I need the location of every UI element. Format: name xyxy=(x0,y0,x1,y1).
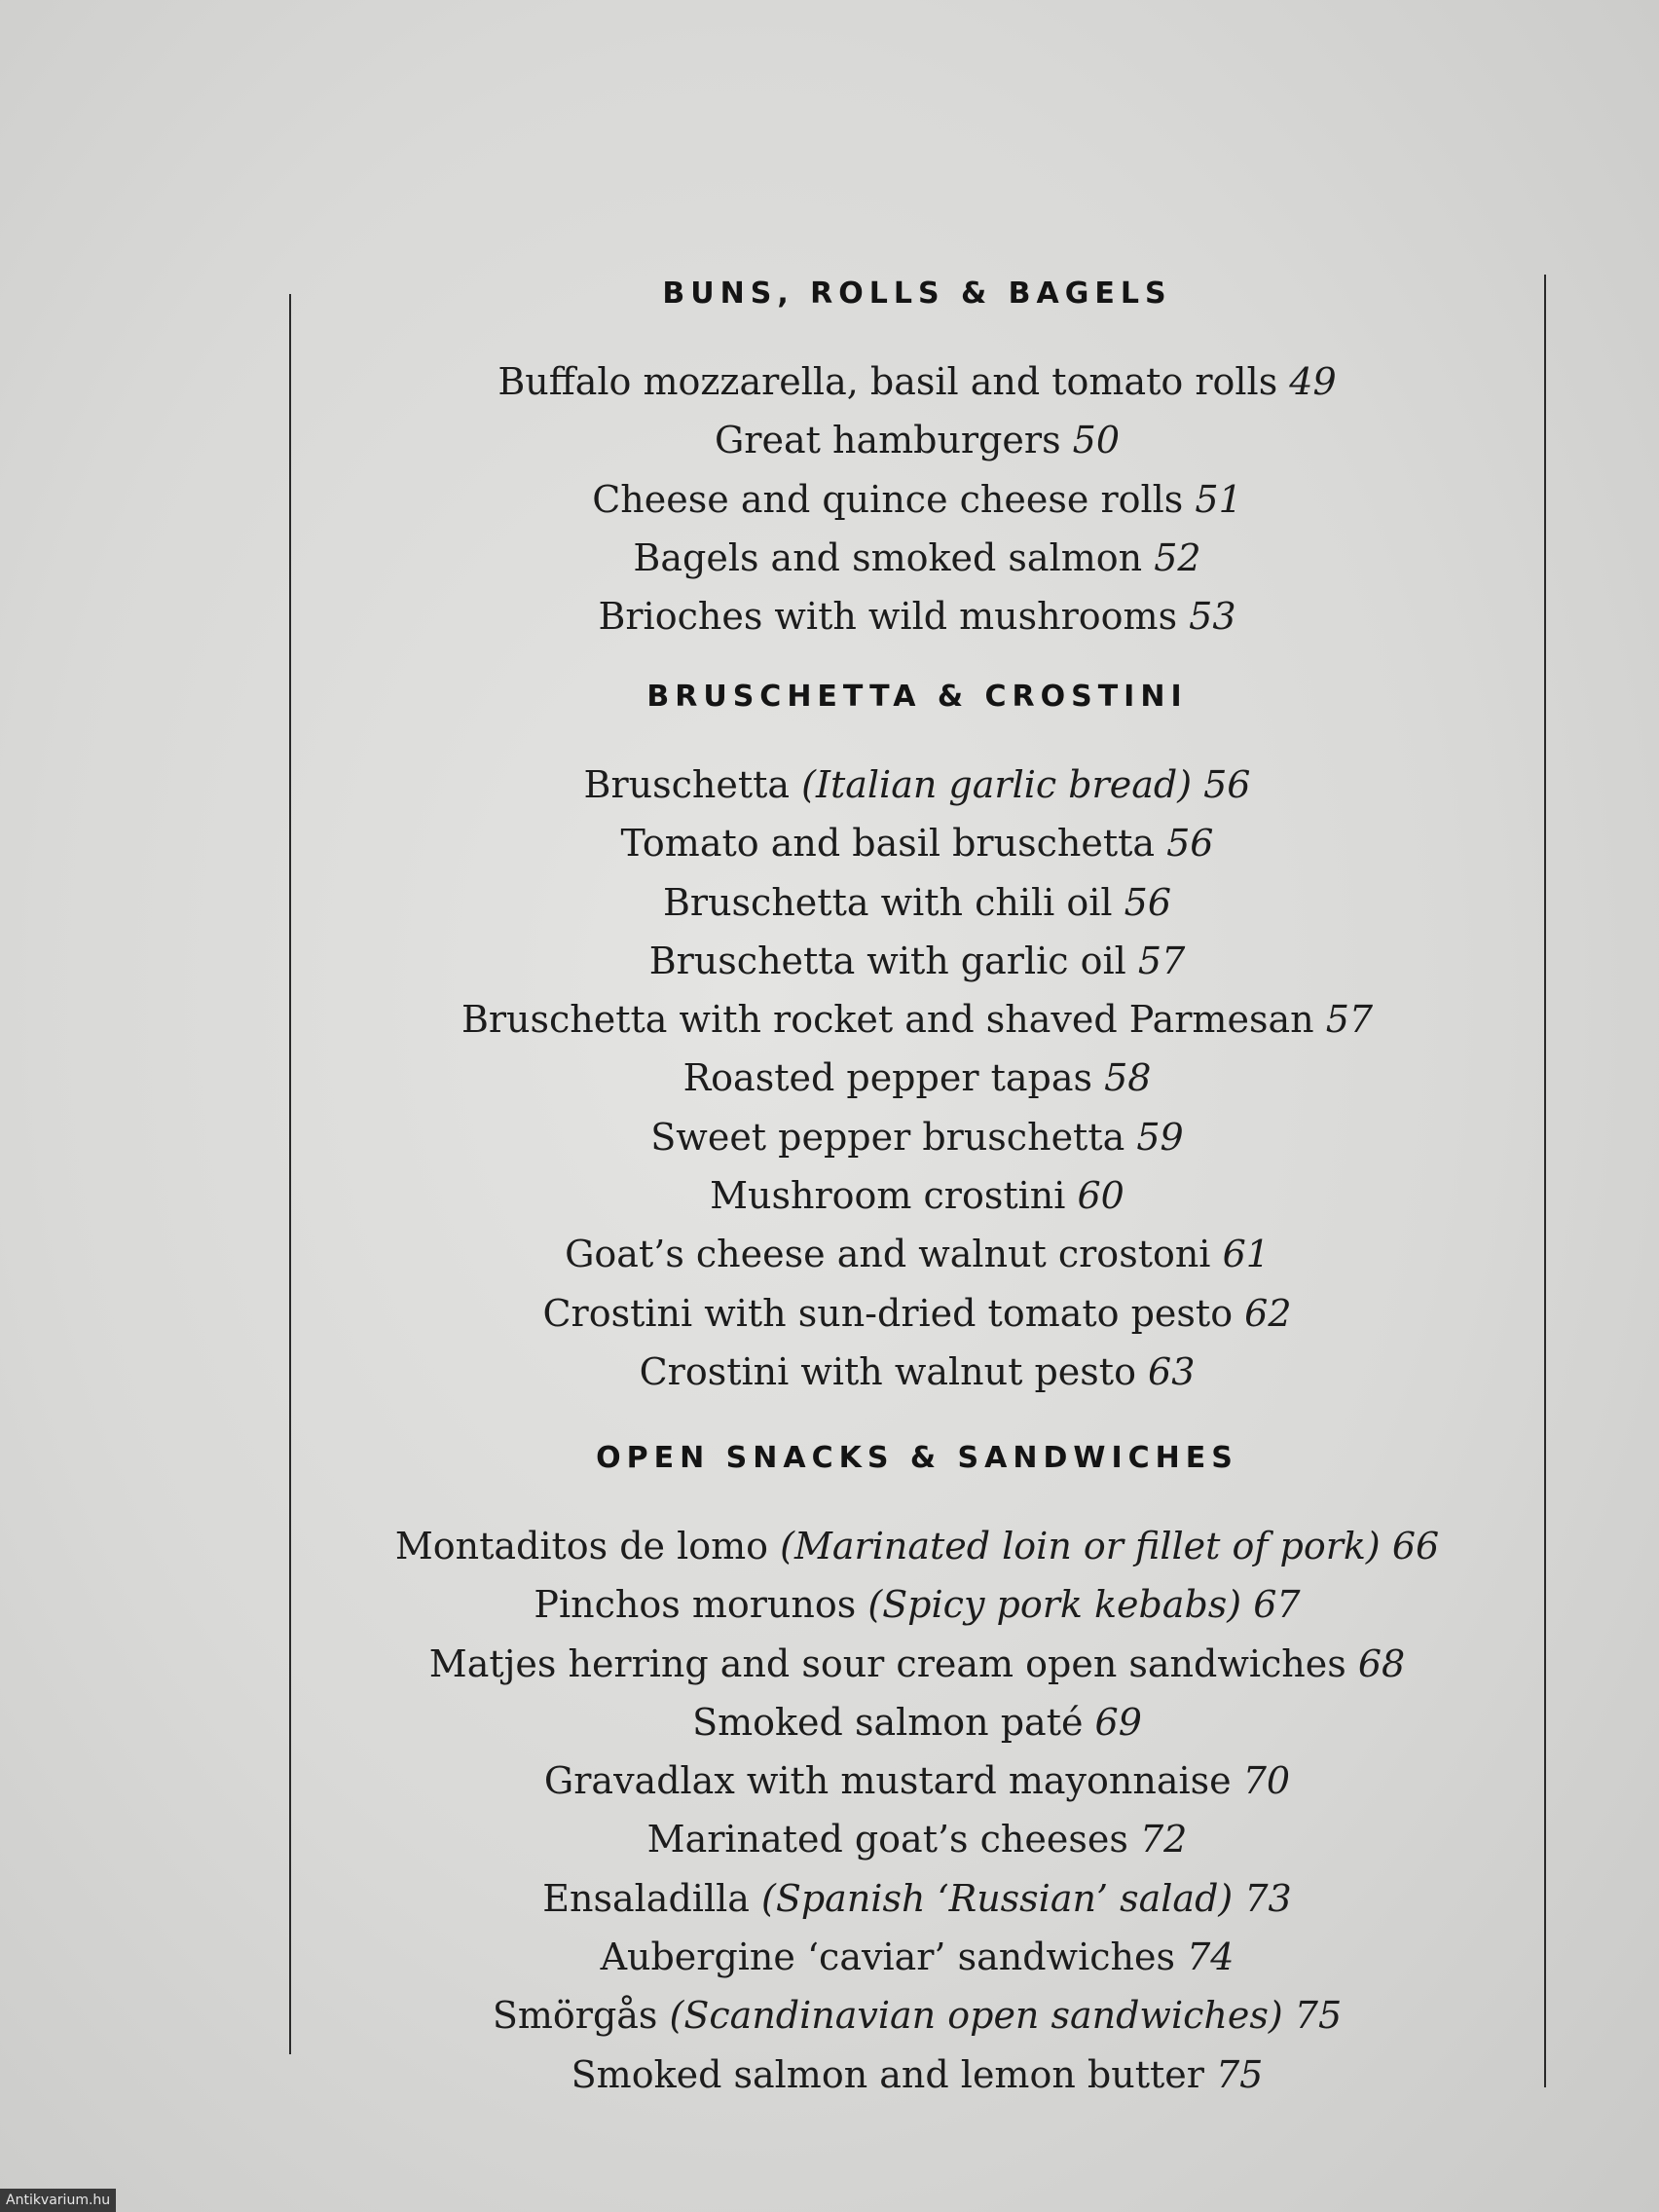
page-number: 66 xyxy=(1391,1525,1440,1567)
page-number: 70 xyxy=(1242,1759,1291,1803)
toc-section-open-snacks-sandwiches xyxy=(292,1437,1542,2104)
page-number: 56 xyxy=(1124,880,1172,924)
page-number: 67 xyxy=(1253,1583,1301,1627)
entry-subtitle: (Spicy pork kebabs) xyxy=(867,1583,1242,1627)
section-heading: BUNS, ROLLS & BAGELS xyxy=(662,276,1172,311)
page-number: 73 xyxy=(1244,1876,1292,1920)
toc-entry: Gravadlax with mustard mayonnaise 70 xyxy=(543,1759,1291,1803)
left-border-rule xyxy=(289,294,291,2054)
toc-entry: Bagels and smoked salmon 52 xyxy=(633,535,1201,579)
toc-entry: Ensaladilla (Spanish ‘Russian’ salad) 73 xyxy=(542,1876,1292,1920)
page-number: 63 xyxy=(1148,1349,1196,1393)
page-number: 56 xyxy=(1203,763,1251,806)
toc-entry: Montaditos de lomo (Marinated loin or fillet of pork) 66 xyxy=(394,1525,1440,1567)
toc-entry: Crostini with sun-dried tomato pesto 62 xyxy=(542,1291,1292,1335)
toc-entry: Tomato and basil bruschetta 56 xyxy=(620,822,1214,866)
toc-entry: Bruschetta with rocket and shaved Parmesan 57 xyxy=(461,998,1374,1042)
page-number: 61 xyxy=(1222,1233,1270,1276)
page-number: 62 xyxy=(1244,1291,1292,1335)
toc-entry: Crostini with walnut pesto 63 xyxy=(639,1349,1196,1393)
page-number: 50 xyxy=(1072,419,1121,462)
page-number: 53 xyxy=(1189,595,1236,639)
toc-entry: Sweet pepper bruschetta 59 xyxy=(650,1115,1184,1159)
page-number: 58 xyxy=(1104,1056,1152,1100)
toc-entry: Brioches with wild mushrooms 53 xyxy=(598,595,1236,639)
page-number: 57 xyxy=(1325,998,1374,1042)
toc-entry: Smoked salmon and lemon butter 75 xyxy=(571,2052,1264,2096)
page-number: 60 xyxy=(1077,1174,1124,1218)
toc-entry: Pinchos morunos (Spicy pork kebabs) 67 xyxy=(534,1583,1301,1627)
toc-entry: Bruschetta (Italian garlic bread) 56 xyxy=(583,763,1251,806)
toc-entry: Cheese and quince cheese rolls 51 xyxy=(592,477,1242,521)
page-number: 49 xyxy=(1289,360,1337,403)
entry-subtitle: (Italian garlic bread) xyxy=(801,763,1193,806)
page-number: 69 xyxy=(1094,1700,1142,1744)
section-heading: BRUSCHETTA & CROSTINI xyxy=(646,680,1188,714)
page-number: 75 xyxy=(1294,1994,1343,2038)
section-heading: OPEN SNACKS & SANDWICHES xyxy=(596,1441,1238,1475)
right-border-rule xyxy=(1544,275,1546,2087)
toc-entry: Mushroom crostini 60 xyxy=(710,1174,1124,1218)
toc-entry: Goat’s cheese and walnut crostoni 61 xyxy=(565,1233,1270,1276)
toc-entry: Great hamburgers 50 xyxy=(714,419,1121,462)
page-number: 57 xyxy=(1137,939,1186,982)
toc-entry: Matjes herring and sour cream open sandwiches 68 xyxy=(428,1641,1406,1685)
page-number: 75 xyxy=(1216,2052,1264,2096)
entry-subtitle: (Marinated loin or fillet of pork) xyxy=(780,1525,1381,1567)
toc-entry: Bruschetta with garlic oil 57 xyxy=(648,939,1186,982)
toc-entry: Smörgås (Scandinavian open sandwiches) 75 xyxy=(492,1994,1343,2038)
page-number: 59 xyxy=(1136,1115,1184,1159)
page-number: 56 xyxy=(1166,822,1214,866)
page-number: 72 xyxy=(1139,1818,1188,1862)
entry-subtitle: (Spanish ‘Russian’ salad) xyxy=(761,1876,1234,1920)
toc-entry: Smoked salmon paté 69 xyxy=(692,1700,1142,1744)
page-number: 68 xyxy=(1357,1641,1406,1685)
toc-entry: Roasted pepper tapas 58 xyxy=(682,1056,1152,1100)
entry-subtitle: (Scandinavian open sandwiches) xyxy=(669,1994,1283,2038)
toc-section-bruschetta-crostini xyxy=(292,676,1542,1401)
page-number: 51 xyxy=(1195,477,1242,521)
toc-entry: Marinated goat’s cheeses 72 xyxy=(646,1818,1188,1862)
watermark-credit: Antikvarium.hu xyxy=(0,2189,116,2212)
toc-entry: Aubergine ‘caviar’ sandwiches 74 xyxy=(600,1936,1235,1979)
toc-section-buns-rolls-bagels xyxy=(292,273,1542,645)
page-number: 52 xyxy=(1154,535,1201,579)
page-number: 74 xyxy=(1187,1936,1235,1979)
toc-entry: Bruschetta with chili oil 56 xyxy=(662,880,1172,924)
toc-entry: Buffalo mozzarella, basil and tomato rolls 49 xyxy=(498,360,1337,403)
